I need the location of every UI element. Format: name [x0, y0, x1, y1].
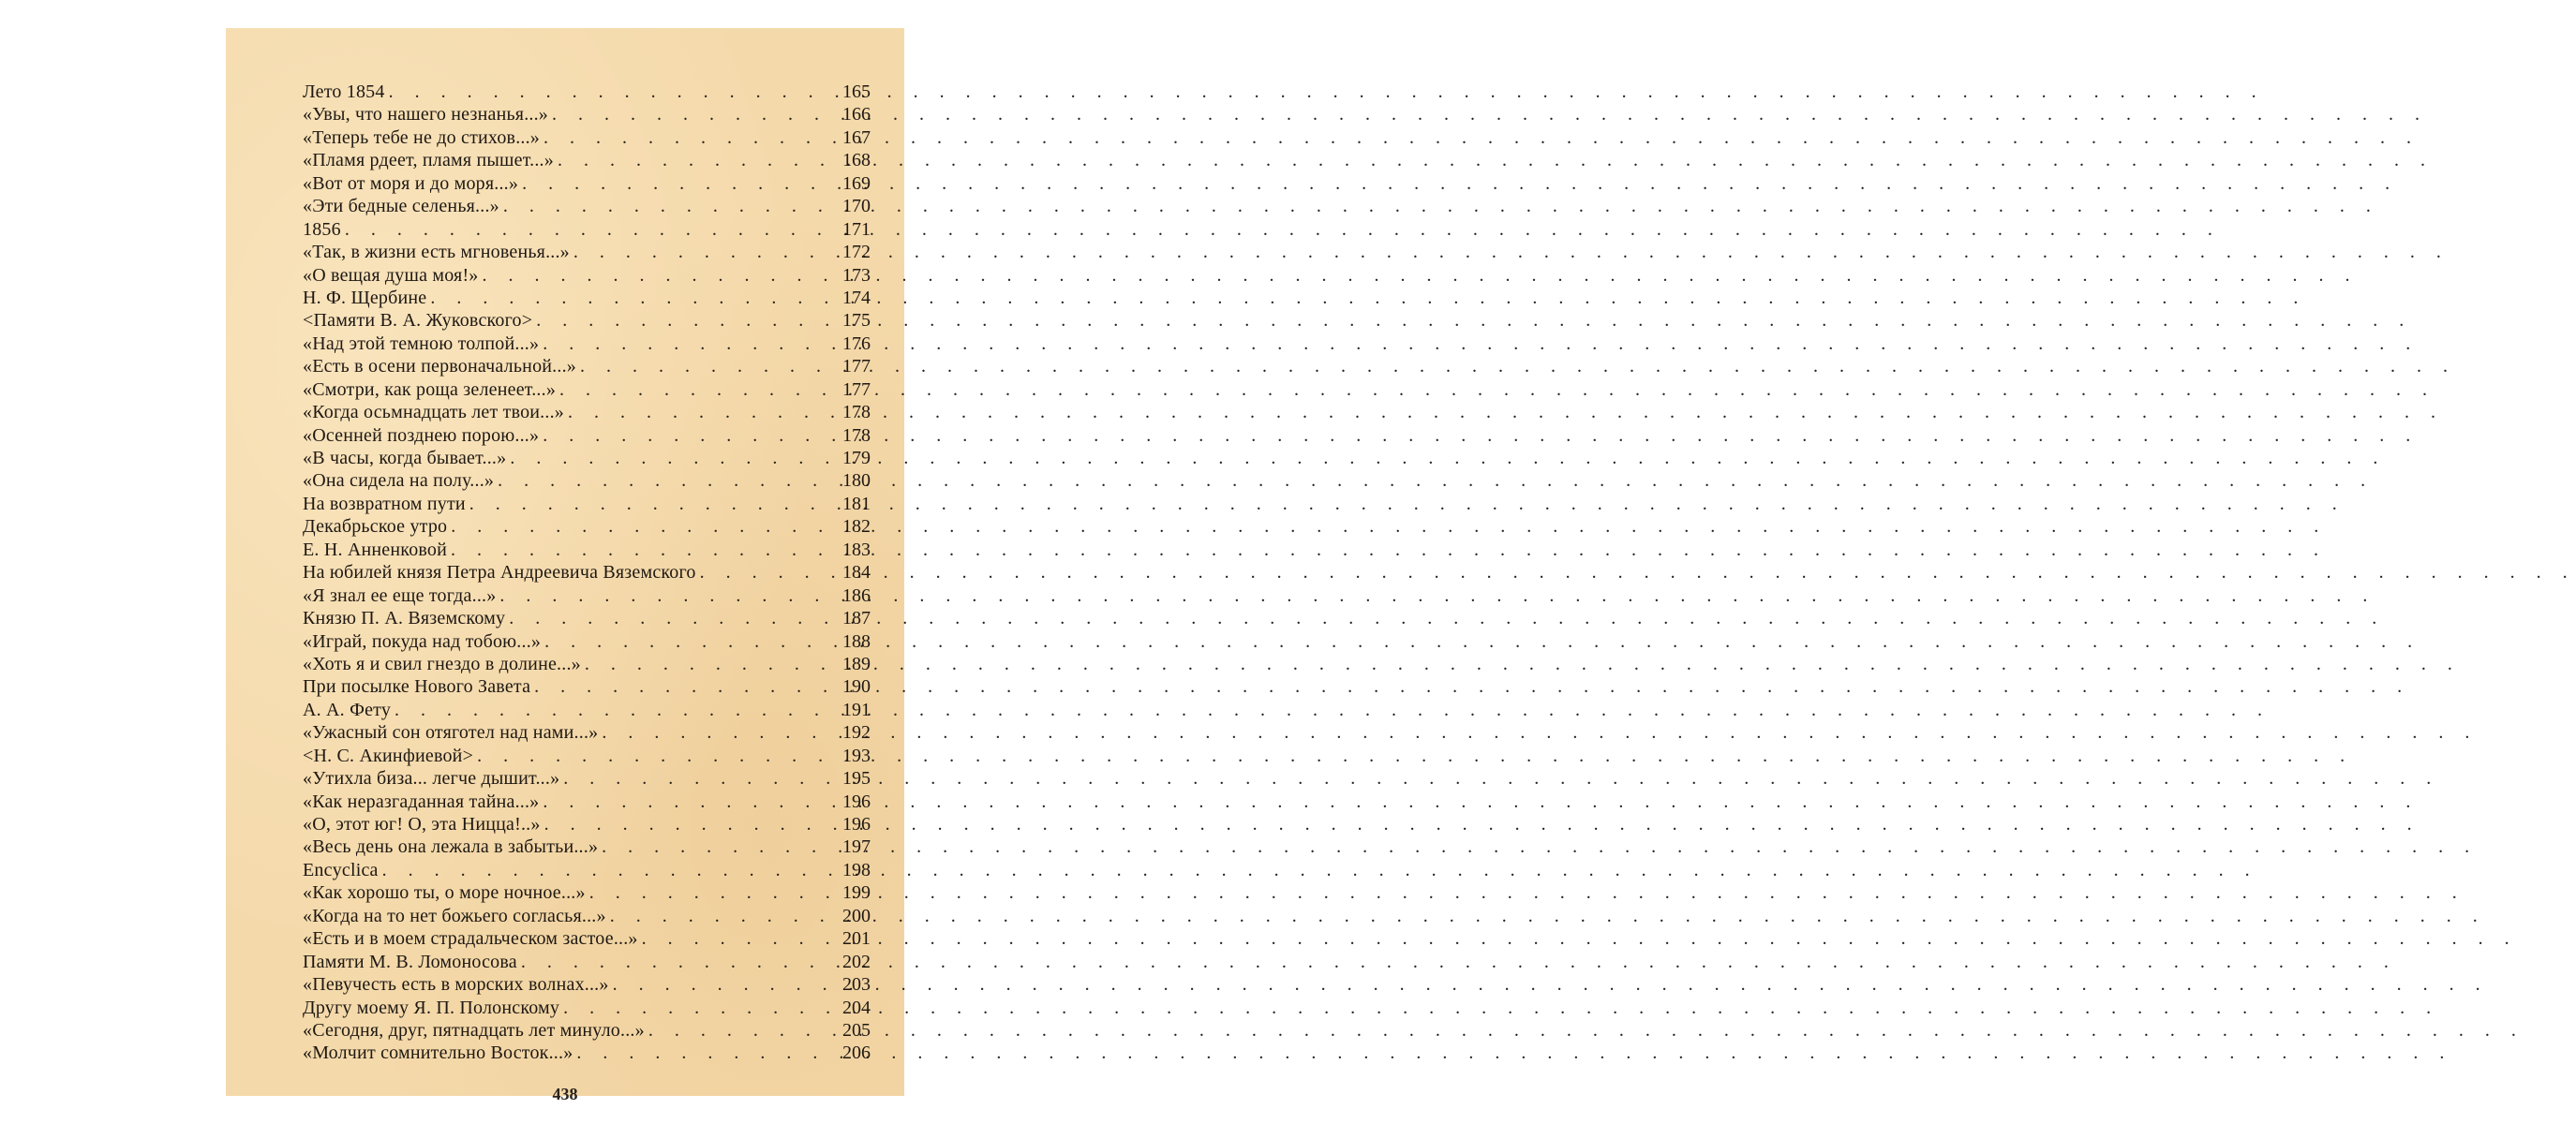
toc-entry-title: «Весь день она лежала в забытьи...» [303, 836, 599, 858]
toc-entry-page: 168 [842, 150, 871, 171]
toc-entry [303, 493, 871, 515]
dot-leader [573, 1042, 822, 1064]
toc-entry [303, 378, 871, 401]
toc-entry-page: 192 [842, 722, 871, 744]
dot-leader [559, 767, 822, 790]
toc-entry-title: «Она сидела на полу...» [303, 470, 495, 492]
dot-leader [539, 791, 822, 813]
toc-entry-page: 177 [842, 356, 871, 377]
toc-entry [303, 721, 871, 744]
toc-entry-page: 203 [842, 974, 871, 996]
toc-entry-title: «Играй, покуда над тобою...» [303, 630, 542, 652]
toc-entry-title: «Певучесть есть в морских волнах...» [303, 974, 609, 996]
toc-entry [303, 699, 871, 721]
dot-leader [581, 653, 822, 675]
toc-entry-title: «Ужасный сон отяготел над нами...» [303, 722, 599, 744]
toc-entry [303, 997, 871, 1019]
toc-entry-title: Encyclica [303, 859, 379, 880]
toc-entry-page: 199 [842, 882, 871, 904]
toc-entry [303, 469, 871, 492]
toc-entry [303, 103, 871, 126]
toc-entry-title: Н. Ф. Щербине [303, 287, 427, 308]
toc-entry-title: «Вот от моря и до моря...» [303, 172, 519, 194]
toc-entry [303, 927, 871, 950]
toc-entry-page: 200 [842, 905, 871, 926]
toc-entry-page: 204 [842, 997, 871, 1018]
toc-entry [303, 401, 871, 423]
toc-entry-page: 196 [842, 791, 871, 812]
dot-leader [530, 675, 822, 698]
toc-entry-title: «Пламя рдеет, пламя пышет...» [303, 150, 554, 171]
toc-entry [303, 675, 871, 698]
dot-leader [379, 859, 822, 881]
toc-entry [303, 241, 871, 263]
toc-entry-title: «Есть в осени первоначальной...» [303, 356, 576, 377]
toc-entry [303, 1019, 871, 1042]
toc-entry-title: «Теперь тебе не до стихов...» [303, 126, 540, 148]
toc-entry-page: 170 [842, 196, 871, 217]
toc-entry-page: 176 [842, 333, 871, 354]
toc-entry-title: На возвратном пути [303, 493, 466, 514]
toc-entry-page: 178 [842, 402, 871, 423]
toc-entry-page: 175 [842, 310, 871, 332]
toc-entry-title: «Я знал ее еще тогда...» [303, 584, 497, 606]
toc-entry [303, 81, 871, 103]
dot-leader [341, 218, 822, 241]
toc-entry-title: «Сегодня, друг, пятнадцать лет минуло...» [303, 1019, 645, 1041]
dot-leader [505, 607, 822, 629]
dot-leader [638, 927, 822, 950]
toc-entry-page: 189 [842, 653, 871, 674]
toc-entry-page: 166 [842, 104, 871, 126]
toc-entry-page: 171 [842, 218, 871, 240]
toc-entry-page: 174 [842, 287, 871, 308]
toc-entry-title: Лето 1854 [303, 81, 385, 102]
dot-leader [496, 584, 822, 607]
toc-entry-page: 167 [842, 126, 871, 148]
toc-entry-title: «Смотри, как роща зеленеет...» [303, 378, 557, 400]
toc-entry-title: «В часы, когда бывает...» [303, 448, 507, 468]
toc-entry [303, 515, 871, 538]
toc-entry-title: «Над этой темною толпой...» [303, 333, 540, 354]
toc-entry-title: «О, этот юг! О, эта Ницца!..» [303, 814, 541, 835]
dot-leader [606, 905, 822, 927]
dot-leader [609, 973, 822, 996]
toc-entry-title: «Увы, что нашего незнанья...» [303, 104, 549, 126]
dot-leader [541, 630, 822, 653]
toc-entry [303, 813, 871, 836]
toc-entry-title: При посылке Нового Завета [303, 676, 531, 698]
dot-leader [598, 721, 822, 744]
toc-entry [303, 767, 871, 790]
dot-leader [556, 378, 822, 401]
toc-entry-page: 169 [842, 172, 871, 194]
toc-entry [303, 1042, 871, 1064]
page-number: 438 [552, 1085, 578, 1103]
toc-entry [303, 951, 871, 973]
toc-entry [303, 539, 871, 561]
dot-leader [532, 309, 822, 332]
toc-entry-page: 196 [842, 814, 871, 835]
dot-leader [479, 264, 822, 287]
toc-entry-title: «Как неразгаданная тайна...» [303, 791, 540, 812]
toc-entry-title: Памяти М. В. Ломоносова [303, 951, 517, 972]
toc-entry-title: <Памяти В. А. Жуковского> [303, 310, 533, 332]
toc-entry-title: 1856 [303, 218, 341, 240]
dot-leader [499, 195, 822, 217]
toc-entry-page: 206 [842, 1043, 871, 1064]
toc-entry-page: 180 [842, 470, 871, 492]
dot-leader [391, 699, 822, 721]
toc-entry-page: 195 [842, 768, 871, 790]
toc-entry [303, 905, 871, 927]
dot-leader [506, 447, 822, 469]
toc-entry-title: «Эти бедные селенья...» [303, 196, 499, 217]
toc-entry-page: 198 [842, 859, 871, 880]
toc-entry-page: 188 [842, 630, 871, 652]
dot-leader [518, 172, 822, 195]
toc-entry [303, 791, 871, 813]
toc-entry-page: 182 [842, 516, 871, 538]
book-page [226, 28, 904, 1103]
dot-leader [576, 355, 822, 377]
toc-entry-title: «Есть и в моем страдальческом застое...» [303, 928, 638, 950]
toc-entry-page: 191 [842, 699, 871, 720]
toc-entry [303, 424, 871, 447]
toc-entry [303, 607, 871, 629]
toc-entry-title: На юбилей князя Петра Андреевича Вяземского [303, 562, 696, 584]
toc-entry-title: Е. Н. Анненковой [303, 539, 448, 560]
toc-entry-page: 183 [842, 539, 871, 560]
toc-entry-page: 172 [842, 242, 871, 263]
toc-entry-page: 186 [842, 584, 871, 606]
dot-leader [586, 881, 822, 904]
toc-entry-title: «Утихла биза... легче дышит...» [303, 768, 560, 790]
toc-entry-page: 197 [842, 836, 871, 858]
dot-leader [517, 951, 822, 973]
toc-entry-title: «О вещая душа моя!» [303, 264, 479, 286]
toc-entry-page: 181 [842, 493, 871, 514]
dot-leader [696, 561, 822, 584]
toc-entry [303, 745, 871, 767]
dot-leader [540, 126, 822, 149]
toc-entry-page: 205 [842, 1019, 871, 1041]
toc-entry-title: «Хоть я и свил гнездо в долине...» [303, 653, 581, 674]
toc-entry [303, 149, 871, 171]
toc-entry [303, 333, 871, 355]
dot-leader [564, 401, 822, 423]
toc-entry [303, 881, 871, 904]
dot-leader [541, 813, 822, 836]
toc-entry [303, 355, 871, 377]
toc-entry [303, 836, 871, 858]
dot-leader [548, 103, 822, 126]
toc-entry-title: «Когда осьмнадцать лет твои...» [303, 402, 564, 423]
toc-entry-page: 178 [842, 424, 871, 446]
toc-entry-page: 202 [842, 951, 871, 972]
toc-entry [303, 561, 871, 584]
toc-entry [303, 973, 871, 996]
toc-entry-page: 190 [842, 676, 871, 698]
toc-entry-title: Декабрьское утро [303, 516, 448, 538]
dot-leader [426, 287, 822, 309]
toc-entry [303, 218, 871, 241]
dot-leader [447, 539, 822, 561]
toc-entry [303, 264, 871, 287]
dot-leader [570, 241, 822, 263]
toc-entry-page: 184 [842, 562, 871, 584]
dot-leader [447, 515, 822, 538]
dot-leader [494, 469, 822, 492]
toc-entry [303, 287, 871, 309]
toc-entry-title: «Как хорошо ты, о море ночное...» [303, 882, 586, 904]
toc-entry-title: «Молчит сомнительно Восток...» [303, 1043, 573, 1064]
toc-entry-title: Князю П. А. Вяземскому [303, 608, 506, 629]
toc-entry [303, 859, 871, 881]
table-of-contents [303, 81, 871, 1065]
toc-entry [303, 447, 871, 469]
dot-leader [466, 493, 822, 515]
dot-leader [559, 997, 822, 1019]
toc-entry [303, 309, 871, 332]
dot-leader [539, 333, 822, 355]
dot-leader [554, 149, 822, 171]
dot-leader [385, 81, 822, 103]
toc-entry [303, 126, 871, 149]
toc-entry-title: Другу моему Я. П. Полонскому [303, 997, 560, 1018]
toc-entry [303, 172, 871, 195]
dot-leader [598, 836, 822, 858]
dot-leader [645, 1019, 822, 1042]
toc-entry-title: «Так, в жизни есть мгновенья...» [303, 242, 570, 263]
toc-entry-page: 173 [842, 264, 871, 286]
toc-entry-title: А. А. Фету [303, 699, 392, 720]
toc-entry-title: «Осенней позднею порою...» [303, 424, 540, 446]
dot-leader [473, 745, 822, 767]
toc-entry [303, 630, 871, 653]
toc-entry [303, 195, 871, 217]
toc-entry-page: 165 [842, 81, 871, 102]
toc-entry-page: 193 [842, 745, 871, 766]
toc-entry [303, 653, 871, 675]
toc-entry [303, 584, 871, 607]
toc-entry-page: 179 [842, 448, 871, 468]
toc-entry-page: 187 [842, 608, 871, 629]
dot-leader [539, 424, 822, 447]
toc-entry-page: 177 [842, 378, 871, 400]
toc-entry-title: <Н. С. Акинфиевой> [303, 745, 474, 766]
toc-entry-page: 201 [842, 928, 871, 950]
toc-entry-title: «Когда на то нет божьего согласья...» [303, 905, 606, 926]
